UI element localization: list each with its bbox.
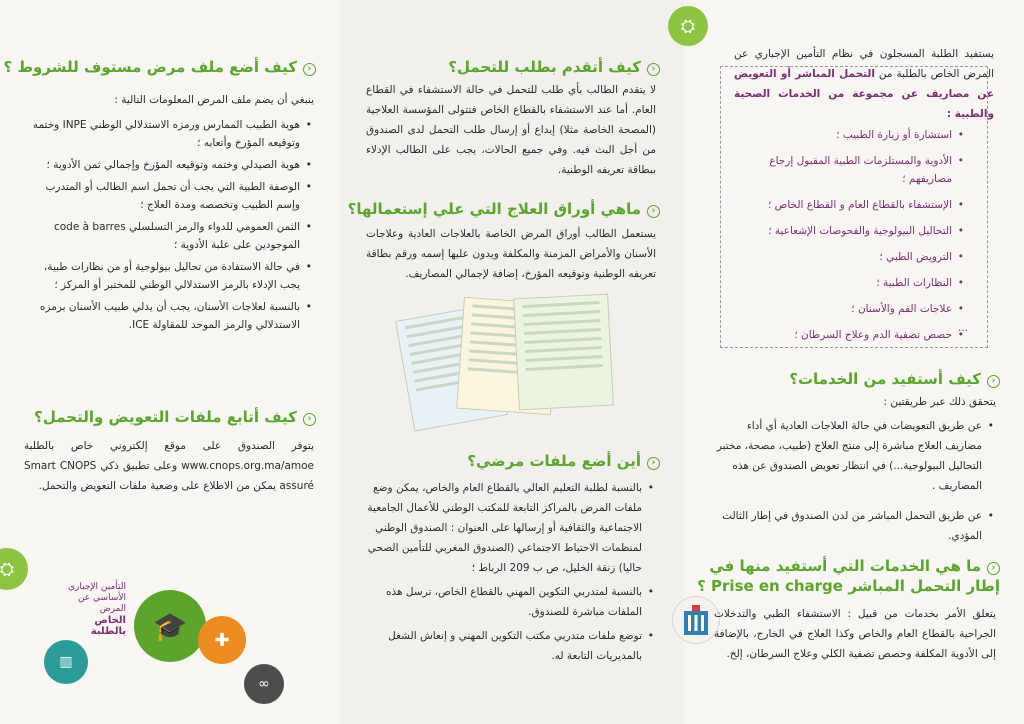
track-files-body: يتوفر الصندوق على موقع إلكتروني خاص بالطلبة www.cnops.org.ma/amoe وعلى تطبيق ذكي Smart CNOPS assuré يمكن من الاطلاع على وضعية ملفات التعويض والتحمل. <box>24 440 314 492</box>
benefit-methods-list <box>710 416 996 550</box>
test-tubes-icon: ▥ <box>44 640 88 684</box>
heading-benefit-services: ‹كيف أستفيد من الخدمات؟ <box>789 370 1000 389</box>
hospital-icon <box>683 605 709 635</box>
list-item: • عن طريق التحمل المباشر من لدن الصندوق في إطار الثالث المؤدي. <box>710 506 996 546</box>
list-item: • النظارات الطبية ؛ <box>730 274 966 292</box>
heading-request-coverage: ‹كيف أتقدم بطلب للتحمل؟ <box>448 58 660 77</box>
list-item: • الترويض الطبي ؛ <box>730 248 966 266</box>
list-item: • هوية الصيدلي وختمه وتوقيعه المؤرخ وإجمالي ثمن الأدوية ؛ <box>24 156 314 174</box>
list-item: • الوصفة الطبية التي يجب أن تحمل اسم الطالب أو المتدرب وإسم الطبيب وتخصصه ومدة العلاج ؛ <box>24 178 314 214</box>
graduation-cap-icon: 🎓 <box>134 590 206 662</box>
services-ellipsis: ... <box>957 322 968 334</box>
request-coverage-body: لا يتقدم الطالب بأي طلب للتحمل في حالة الاستشفاء في القطاع العام. أما عند الاستشفاء بالقطاع الخاص فتتولى المؤسسة العلاجية (المصحة الخاصة مثلا) إيداع أو إرسال طلب التحمل لدى الصندوق من أجل البث فيه. وفي جميع الحالات، يجب على الطالب الإدلاء ببطاقة تعريفه الوطنية. <box>366 84 656 176</box>
heading-direct-coverage: ‹ما هي الخدمات التي أستفيد منها في إطار التحمل المباشر Prise en charge ؟ <box>697 557 1000 595</box>
chevron-left-icon: ‹ <box>303 63 316 76</box>
right-panel <box>680 0 1024 724</box>
tooth-icon: ⛭ <box>668 6 708 46</box>
logo-text: التأمين الإجباري الأساسي عن المرض الخاص بالطلبة <box>68 582 126 637</box>
list-item: • علاجات الفم والأسنان ؛ <box>730 300 966 318</box>
tooth-icon: ⛭ <box>0 548 28 590</box>
services-intro: يستفيد الطلبة المسجلون في نظام التأمين الإجباري عن المرض الخاص بالطلبة من التحمل المباشر أو التعويض عن مصاريف عن مجموعة من الخدمات الصحية والطبية : <box>734 48 994 120</box>
list-item: • استشارة أو زيارة الطبيب ؛ <box>730 126 966 144</box>
list-item: • بالنسبة لعلاجات الأسنان، يجب أن يدلي طبيب الأسنان برمزه الاستدلالي والرمز الموحد للمقاولة ICE. <box>24 298 314 334</box>
medicine-box-icon: ✚ <box>198 616 246 664</box>
hospital-icon <box>672 596 720 644</box>
heading-care-sheets: ‹ماهي أوراق العلاج التي علي إستعمالها؟ <box>348 200 660 219</box>
benefit-intro: يتحقق ذلك عبر طريقتين : <box>883 396 996 408</box>
care-sheet <box>513 294 614 411</box>
list-item: • بالنسبة لطلبة التعليم العالي بالقطاع العام والخاص، يمكن وضع ملفات المرض بالمراكز التابعة للمكتب الوطني للأعمال الجامعية الاجتماعية والثقافية أو إرسالها على العنوان : الصندوق الوطني لمنظمات الاحتياط الاجتماعي (الصندوق المغربي للتأمين الصحي حاليا) زنقة الخليل، ص ب 209 الرباط ؛ <box>364 478 656 578</box>
glasses-icon: ∞ <box>244 664 284 704</box>
list-item: • عن طريق التعويضات في حالة العلاجات العادية أي أداء مصاريف العلاج مباشرة إلى منتج العلاج (طبيب، مصحة، مختبر التحاليل البيولوجية...) في انتظار تعويض الصندوق عن هذه المصاريف . <box>710 416 996 496</box>
list-item: • الأدوية والمستلزمات الطبية المقبول إرجاع مصاريفهم ؛ <box>730 152 966 188</box>
list-item: • الثمن العمومي للدواء والرمز التسلسلي code à barres الموجودين على علبة الأدوية ؛ <box>24 218 314 254</box>
direct-coverage-body: يتعلق الأمر بخدمات من قبيل : الاستشفاء الطبي والتدخلات الجراحية بالقطاع العام والخاص وكذا العلاج في الخارج، بالإضافة إلى الأدوية المكلفة وحصص تصفية الكلي وعلاج السرطان، إلخ. <box>714 608 996 660</box>
list-item: • التحاليل البيولوجية والفحوصات الإشعاعية ؛ <box>730 222 966 240</box>
care-sheets-image <box>404 290 614 430</box>
heading-submit-files: ‹أين أضع ملفات مرضي؟ <box>467 452 660 471</box>
chevron-left-icon: ‹ <box>987 562 1000 575</box>
chevron-left-icon: ‹ <box>647 457 660 470</box>
middle-panel <box>340 0 684 724</box>
heading-track-files: ‹كيف أتابع ملفات التعويض والتحمل؟ <box>34 408 316 427</box>
chevron-left-icon: ‹ <box>647 205 660 218</box>
list-item: • هوية الطبيب الممارس ورمزه الاستدلالي الوطني INPE وختمه وتوقيعه المؤرخ وأتعابه ؛ <box>24 116 314 152</box>
file-requirements-list <box>24 116 314 338</box>
care-sheets-body: يستعمل الطالب أوراق المرض الخاصة بالعلاجات العادية وعلاجات الأسنان والأمراض المزمنة والمكلفة ويدون عليها إسمه ورقم بطاقة تعريفه الوطنية وتوقيعه المؤرخ، إضافة لإجمالي المصاريف. <box>366 228 656 280</box>
chevron-left-icon: ‹ <box>647 63 660 76</box>
chevron-left-icon: ‹ <box>303 413 316 426</box>
left-panel <box>0 0 340 724</box>
list-item: • بالنسبة لمتدربي التكوين المهني بالقطاع الخاص، ترسل هذه الملفات مباشرة للصندوق. <box>364 582 656 622</box>
list-item: • في حالة الاستفادة من تحاليل بيولوجية أو من نظارات طبية، يجب الإدلاء بالرمز الاستدلالي الوطني للمختبر أو المركز ؛ <box>24 258 314 294</box>
file-requirements-intro: ينبغي أن يضم ملف المرض المعلومات التالية : <box>114 94 314 106</box>
heading-file-requirements: ‹كيف أضع ملف مرض مستوف للشروط ؟ <box>4 58 316 77</box>
chevron-left-icon: ‹ <box>987 375 1000 388</box>
list-item: • توضع ملفات متدربي مكتب التكوين المهني و إنعاش الشغل بالمديريات التابعة له. <box>364 626 656 666</box>
list-item: • حصص تصفية الدم وعلاج السرطان ؛ <box>730 326 966 344</box>
submit-files-list <box>364 478 656 670</box>
list-item: • الإستشفاء بالقطاع العام و القطاع الخاص ؛ <box>730 196 966 214</box>
